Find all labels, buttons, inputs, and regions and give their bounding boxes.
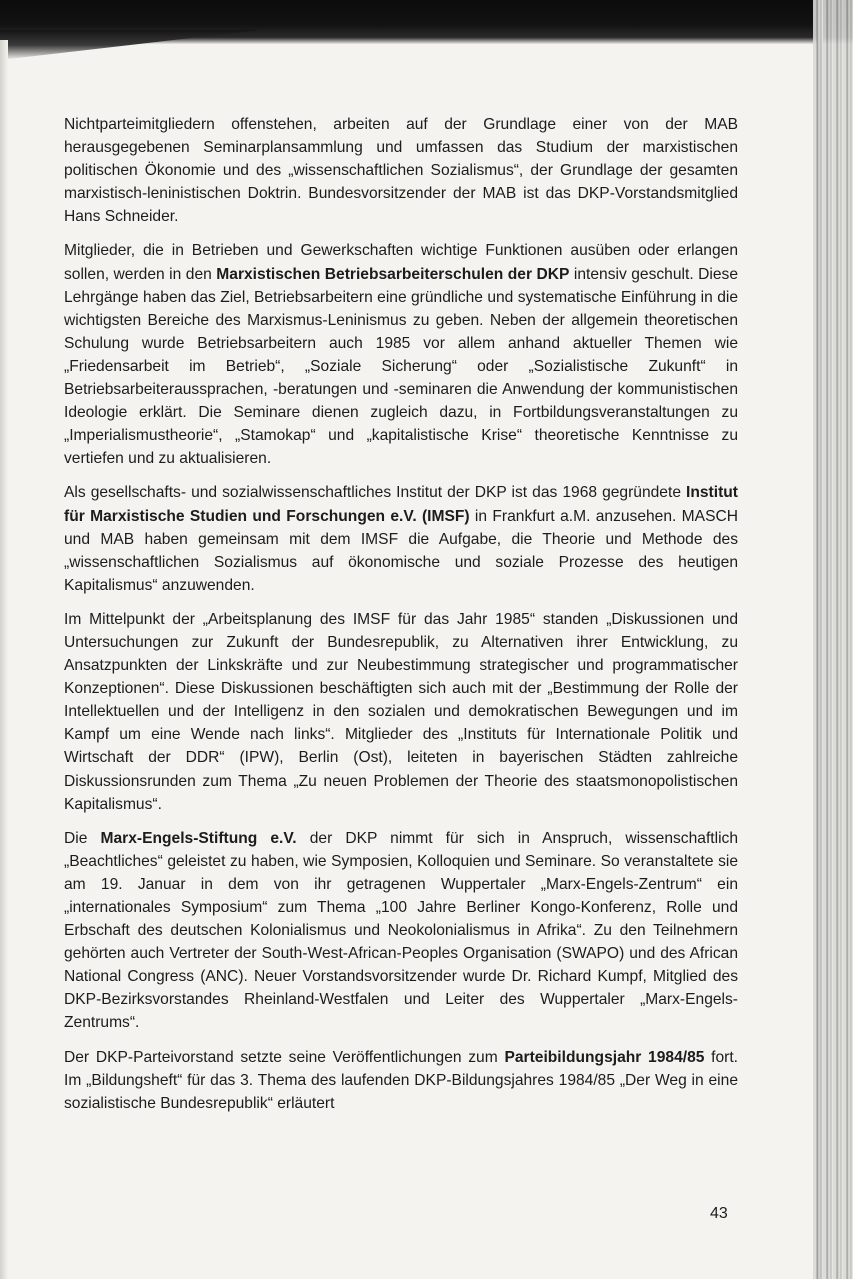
text-segment: fort. Im „Bildungsheft“ für das 3. Thema des laufenden DKP-Bildungsjahres 1984/85 „Der Weg in eine sozialistische Bundesrepublik“ erläutert [64, 1048, 738, 1112]
text-segment: Nichtparteimitgliedern offenstehen, arbeiten auf der Grundlage einer von der MAB herausgegebenen Seminarplansammlung und umfassen das Studium der marxistischen politischen Ökonomie und des „wissenschaftlichen Sozialismus“, der Grundlage der gesamten marxistisch-leninistischen Doktrin. Bundesvorsitzender der MAB ist das DKP-Vorstandsmitglied Hans Schneider. [64, 116, 738, 226]
bold-term: Parteibildungsjahr 1984/85 [504, 1048, 705, 1066]
scan-right-border [813, 0, 853, 1279]
text-segment: Die [64, 829, 101, 847]
text-segment: Mitglieder, die in Betrieben und Gewerkschaften wichtige Funktionen ausüben oder erlangen sollen, werden in den [64, 242, 738, 283]
text-segment: Der DKP-Parteivorstand setzte seine Veröffentlichungen zum [64, 1048, 505, 1066]
text-segment: in Frankfurt a.M. anzusehen. MASCH und MAB haben gemeinsam mit dem IMSF die Aufgabe, die Theorie und Methode des „wissenschaftlichen Sozialismus auf ökonomische und soziale Prozesse des heutigen Kapitalismus“ anzuwenden. [64, 507, 738, 594]
paragraph [64, 481, 738, 596]
body-text [64, 113, 738, 1126]
scan-left-edge [0, 40, 8, 1279]
paragraph [64, 827, 738, 1035]
paragraph [64, 608, 738, 816]
text-segment: Als gesellschafts- und sozialwissenschaftliches Institut der DKP ist das 1968 gegründete [64, 484, 687, 502]
text-segment: der DKP nimmt für sich in Anspruch, wissenschaftlich „Beachtliches“ geleistet zu haben, wie Symposien, Kolloquien und Seminare. So veranstaltete sie am 19. Januar in dem von ihr getragenen Wuppertaler „Marx-Engels-Zentrum“ ein „internationales Symposium“ zum Thema „100 Jahre Berliner Kongo-Konferenz, Rolle und Erbschaft des deutschen Kolonialismus und Neokolonialismus in Afrika“. Zu den Teilnehmern gehörten auch Vertreter der South-West-African-Peoples Organisation (SWAPO) und des African National Congress (ANC). Neuer Vorstandsvorsitzender wurde Dr. Richard Kumpf, Mitglied des DKP-Bezirksvorstandes Rheinland-Westfalen und Leiter des Wuppertaler „Marx-Engels-Zentrums“. [64, 829, 739, 1032]
text-segment: intensiv geschult. Diese Lehrgänge haben das Ziel, Betriebsarbeitern eine gründliche und systematische Einführung in die wichtigsten Bereiche des Marxismus-Leninismus zu geben. Neben der allgemein theoretischen Schulung wurde Betriebsarbeitern auch 1985 vor allem anhand aktueller Themen wie „Friedensarbeit im Betrieb“, „Soziale Sicherung“ oder „Sozialistische Zukunft“ in Betriebsarbeiteraussprachen, -beratungen und -seminaren die Anwendung der kommunistischen Ideologie erklärt. Die Seminare dienen zugleich dazu, in Fortbildungsveranstaltungen zu „Imperialismustheorie“, „Stamokap“ und „kapitalistische Krise“ theoretische Kenntnisse zu vertiefen und zu aktualisieren. [64, 265, 738, 468]
bold-term: Institut für Marxistische Studien und Forschungen e.V. (IMSF) [64, 484, 738, 525]
scan-shadow [0, 30, 260, 60]
paragraph [64, 1046, 738, 1115]
paragraph [64, 239, 738, 470]
page-number: 43 [710, 1205, 728, 1222]
text-segment: Im Mittelpunkt der „Arbeitsplanung des IMSF für das Jahr 1985“ standen „Diskussionen und Untersuchungen zur Zukunft der Bundesrepublik, zu Alternativen ihrer Entwicklung, zu Ansatzpunkten der Linkskräfte und zur Neubestimmung strategischer und programmatischer Konzeptionen“. Diese Diskussionen beschäftigten sich auch mit der „Bestimmung der Rolle der Intellektuellen und der Intelligenz in den sozialen und demokratischen Bewegungen und im Kampf um eine Wende nach links“. Mitglieder des „Instituts für Internationale Politik und Wirtschaft der DDR“ (IPW), Berlin (Ost), leiteten in bayerischen Städten zahlreiche Diskussionsrunden zum Thema „Zu neuen Problemen der Theorie des staatsmonopolistischen Kapitalismus“. [64, 610, 738, 813]
paragraph [64, 113, 738, 228]
bold-term: Marxistischen Betriebsarbeiterschulen der DKP [216, 265, 570, 283]
bold-term: Marx-Engels-Stiftung e.V. [100, 829, 297, 847]
